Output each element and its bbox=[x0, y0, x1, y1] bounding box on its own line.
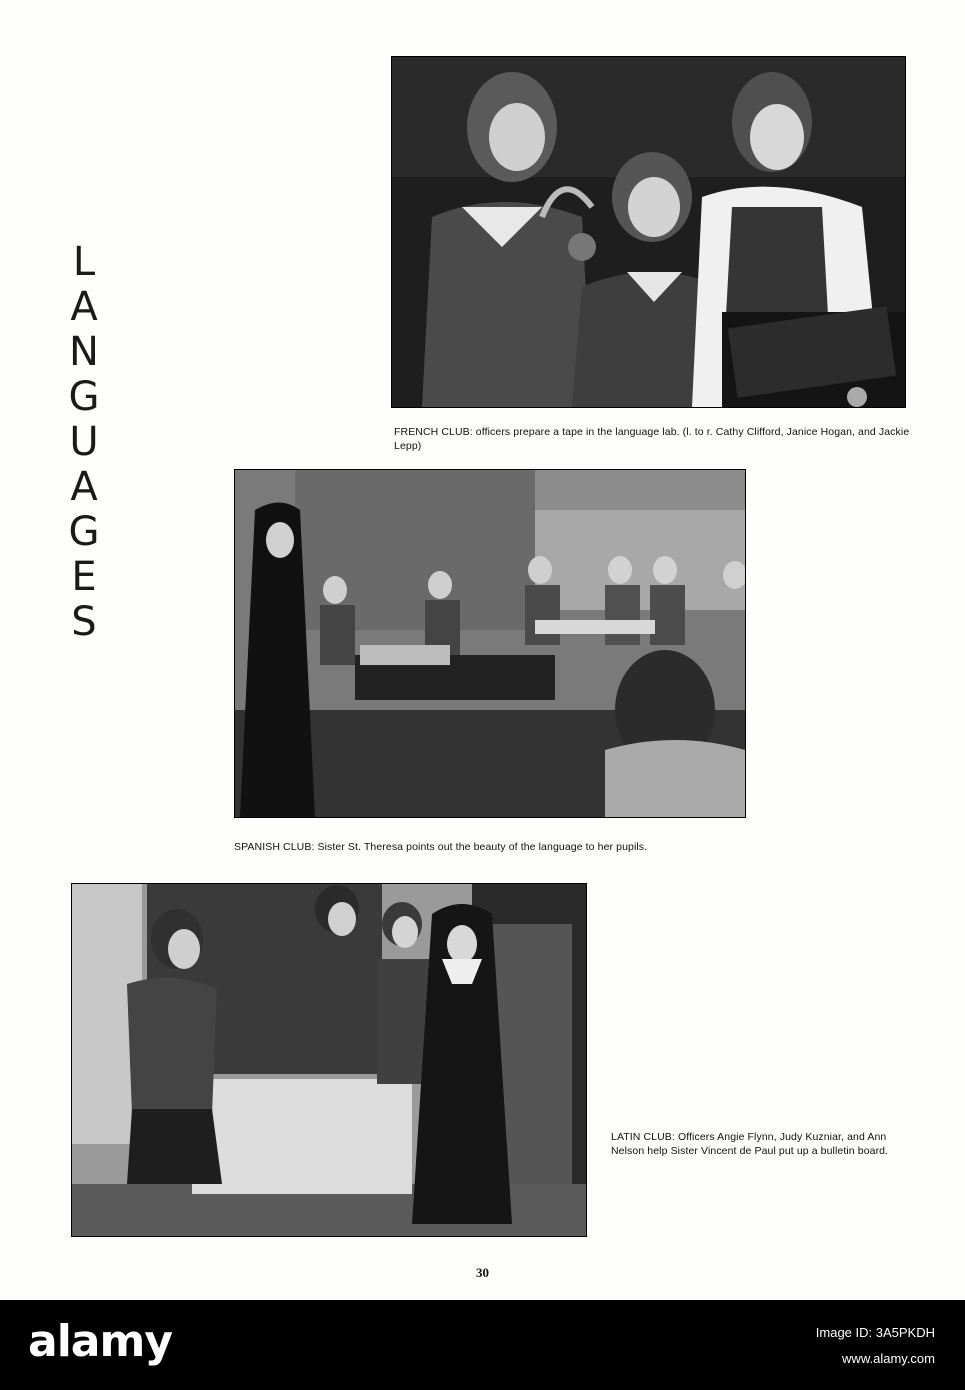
site-url-text: www.alamy.com bbox=[842, 1351, 935, 1366]
title-letter: G bbox=[68, 374, 100, 420]
french-club-photo bbox=[391, 56, 906, 408]
title-letter: A bbox=[70, 464, 98, 510]
image-id-text: Image ID: 3A5PKDH bbox=[815, 1325, 935, 1340]
section-title-languages bbox=[64, 240, 104, 645]
latin-club-caption: LATIN CLUB: Officers Angie Flynn, Judy Kuzniar, and Ann Nelson help Sister Vincent de Paul put up a bulletin board. bbox=[611, 1131, 889, 1157]
spanish-club-photo bbox=[234, 469, 746, 818]
title-letter: A bbox=[70, 284, 98, 330]
latin-club-photo bbox=[71, 883, 587, 1237]
title-letter: S bbox=[71, 599, 97, 645]
title-letter: L bbox=[72, 239, 96, 285]
title-letter: N bbox=[69, 329, 99, 375]
title-letter: E bbox=[71, 554, 97, 600]
page-number: 30 bbox=[476, 1265, 489, 1280]
french-club-caption: FRENCH CLUB: officers prepare a tape in the language lab. (l. to r. Cathy Clifford, Janice Hogan, and Jackie Lepp) bbox=[394, 426, 910, 452]
title-letter: G bbox=[68, 509, 100, 555]
footer-meta bbox=[816, 1320, 935, 1372]
alamy-logo: alamy bbox=[28, 1316, 172, 1367]
title-letter: U bbox=[69, 419, 99, 465]
spanish-club-caption: SPANISH CLUB: Sister St. Theresa points out the beauty of the language to her pupils. bbox=[234, 841, 648, 853]
